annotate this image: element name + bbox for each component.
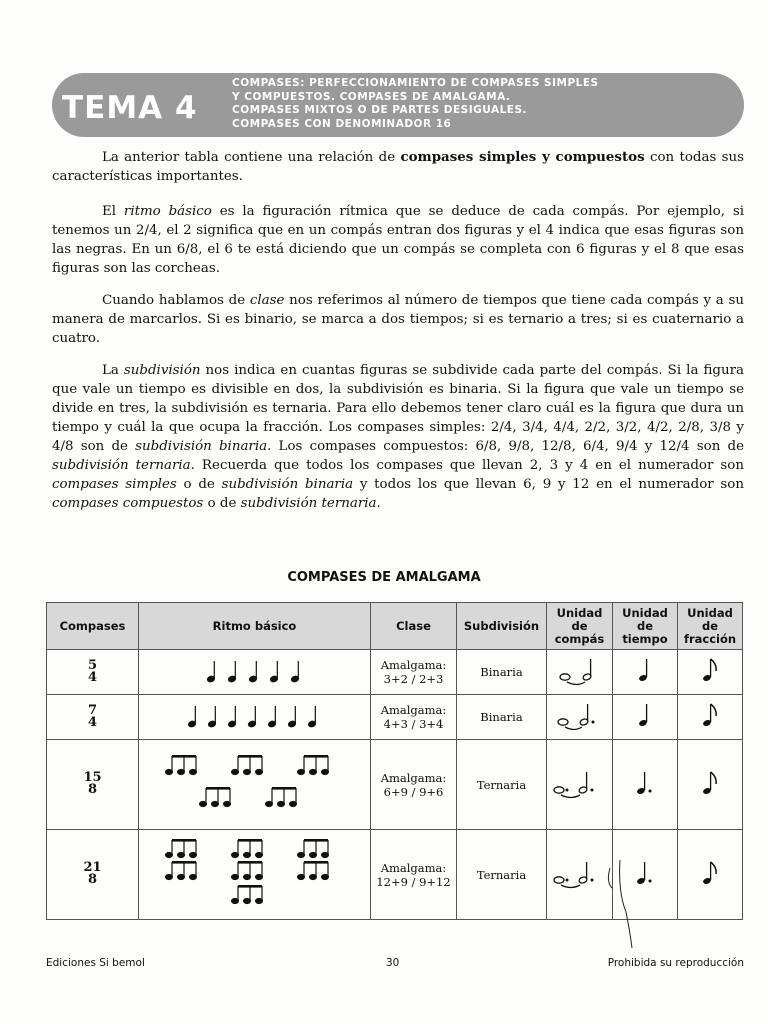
footer-copyright: Prohibida su reproducción <box>607 957 744 969</box>
header-unidad-tiempo: Unidad de tiempo <box>613 603 678 650</box>
eighth-note-icon <box>695 700 725 730</box>
table-row <box>47 650 743 695</box>
table-title: COMPASES DE AMALGAMA <box>287 570 481 585</box>
eighth-note-icon <box>695 655 725 685</box>
subtitle-line: COMPASES: PERFECCIONAMIENTO DE COMPASES SIMPLES <box>232 77 599 89</box>
beamed-eighth-notes-figure <box>160 835 350 911</box>
subtitle-line: COMPASES CON DENOMINADOR 16 <box>232 117 452 130</box>
ritmo-basico-cell <box>139 695 371 740</box>
unidad-compas-cell <box>547 650 613 695</box>
time-signature: 7 4 <box>47 695 139 740</box>
subdivision-cell: Binaria <box>457 695 547 740</box>
quarter-notes-figure <box>180 700 330 730</box>
whole-tied-dotted-half-note-figure <box>553 700 607 730</box>
subdivision-cell: Binaria <box>457 650 547 695</box>
unidad-compas-cell <box>547 695 613 740</box>
quarter-note-icon <box>630 655 660 685</box>
clase-cell: Amalgama: 4+3 / 3+4 <box>371 695 457 740</box>
tema-title: TEMA 4 <box>62 90 198 126</box>
time-signature: 5 4 <box>47 650 139 695</box>
header-subdivision: Subdivisión <box>457 603 547 650</box>
handwritten-pen-mark <box>596 852 646 952</box>
time-signature: 21 8 <box>47 830 139 920</box>
paragraph-subdivision: La subdivisión nos indica en cuantas figuras se subdivide cada parte del compás. Si la figura que vale un tiempo es divisible en dos, la subdivisión es binaria. Si la figura que vale un tiempo se divide en tres, la subdivisión es ternaria. Para ello debemos tener claro cuál es la figura que dura un tiempo y cuál la que ocupa la fracción. Los compases simples: 2/4, 3/4, 4/4, 2/2, 3/2, 4/2, 2/8, 3/8 y 4/8 son de subdivisión binaria. Los compases compuestos: 6/8, 9/8, 12/8, 6/4, 9/4 y 12/4 son de subdivisión ternaria. Recuerda que todos los compases que llevan 2, 3 y 4 en el numerador son compases simples o de subdivisión binaria y todos los que llevan 6, 9 y 12 en el numerador son compases compuestos o de subdivisión ternaria. <box>52 363 744 511</box>
clase-cell: Amalgama: 3+2 / 2+3 <box>371 650 457 695</box>
paragraph-intro: La anterior tabla contiene una relación de compases simples y compuestos con todas sus características importantes. <box>52 149 744 184</box>
whole-tied-half-note-figure <box>553 655 607 685</box>
ritmo-basico-cell <box>139 740 371 830</box>
tema-subtitle <box>232 77 732 131</box>
subtitle-line: Y COMPUESTOS. COMPASES DE AMALGAMA. <box>232 90 511 103</box>
quarter-notes-figure <box>195 655 315 685</box>
clase-cell: Amalgama: 6+9 / 9+6 <box>371 740 457 830</box>
dotted-quarter-note-icon <box>630 768 660 798</box>
unidad-fraccion-cell <box>678 830 743 920</box>
unidad-tiempo-cell <box>613 740 678 830</box>
time-signature: 15 8 <box>47 740 139 830</box>
footer-publisher: Ediciones Si bemol <box>46 957 145 969</box>
header-ritmo-basico: Ritmo básico <box>139 603 371 650</box>
subtitle-line: COMPASES MIXTOS O DE PARTES DESIGUALES. <box>232 104 528 116</box>
paragraph-ritmo-basico: El ritmo básico es la figuración rítmica que se deduce de cada compás. Por ejemplo, si tenemos un 2/4, el 2 significa que en un compás entran dos figuras y el 4 indica que esas figuras son las negras. En un 6/8, el 6 te está diciendo que un compás se completa con 6 figuras y el 8 que esas figuras son las corcheas. <box>52 204 744 276</box>
eighth-note-icon <box>695 858 725 888</box>
table-header-row <box>47 603 743 650</box>
table-row <box>47 740 743 830</box>
clase-cell: Amalgama: 12+9 / 9+12 <box>371 830 457 920</box>
subdivision-cell: Ternaria <box>457 830 547 920</box>
eighth-note-icon <box>695 768 725 798</box>
ritmo-basico-cell <box>139 650 371 695</box>
unidad-fraccion-cell <box>678 740 743 830</box>
header-unidad-compas: Unidad de compás <box>547 603 613 650</box>
quarter-note-icon <box>630 700 660 730</box>
beamed-eighth-notes-figure <box>160 750 350 816</box>
unidad-tiempo-cell <box>613 695 678 740</box>
footer-page-number: 30 <box>386 957 400 969</box>
unidad-tiempo-cell <box>613 650 678 695</box>
header-clase: Clase <box>371 603 457 650</box>
subdivision-cell: Ternaria <box>457 740 547 830</box>
header-unidad-fraccion: Unidad de fracción <box>678 603 743 650</box>
dotted-whole-tied-dotted-half-note-figure <box>550 766 610 800</box>
ritmo-basico-cell <box>139 830 371 920</box>
unidad-fraccion-cell <box>678 650 743 695</box>
paragraph-clase: Cuando hablamos de clase nos referimos al número de tiempos que tiene cada compás y a su manera de marcarlos. Si es binario, se marca a dos tiempos; si es ternario a tres; si es cuaternario a cuatro. <box>52 293 744 346</box>
unidad-fraccion-cell <box>678 695 743 740</box>
header-compases: Compases <box>47 603 139 650</box>
unidad-compas-cell <box>547 740 613 830</box>
table-row <box>47 695 743 740</box>
